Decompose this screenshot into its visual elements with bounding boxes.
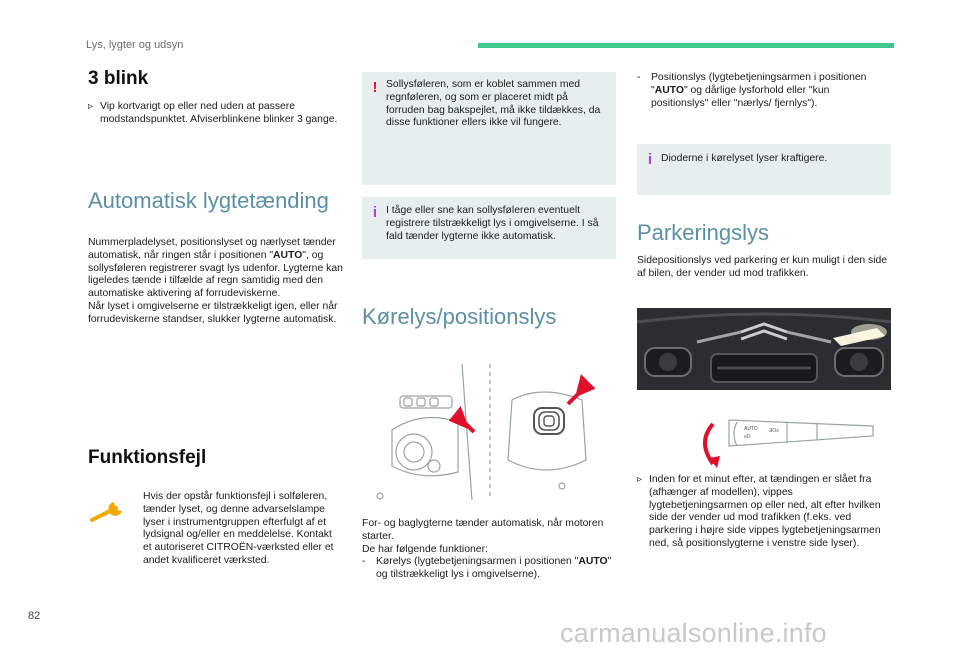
arrow-left-red <box>452 410 474 432</box>
position-item-2: - Positionslys (lygtebetjeningsarmen i positionen "AUTO" og dårlige lysforhold eller "kun positionslys" eller "nærlys/ fjernlys"). <box>637 72 867 109</box>
item2-keyword: AUTO <box>654 84 684 96</box>
arrow-right-red <box>568 378 592 404</box>
heading-automatic-lights: Automatisk lygtetænding <box>88 188 329 213</box>
auto-text-part2: ", og sollysføleren registrerer svagt lys udenfor. Lygterne kan ligeledes tænde i tilfælde af regn samtidig med den automatiske aktivering af forrudeviskerne. <box>88 249 343 300</box>
headlight-switch-illustration <box>362 360 616 506</box>
parking-bullet <box>637 474 889 551</box>
info-note-fog <box>362 197 616 259</box>
stalk-label-auto: AUTO <box>744 426 758 432</box>
watermark: carmanualsonline.info <box>560 618 827 648</box>
parking-bullet-text: Inden for et minut efter, at tændingen er slået fra (afhænger af modellen), vippes lygtebetjeningsarmen op eller ned, alt efter hvilken side der vender ud mod trafikken (f.eks. ved parkering i højre side vippes lygtebetjeningsarmen ned, så positionslygterne i venstre side lyser). <box>649 474 881 549</box>
stalk-label-a: ≡D <box>744 434 751 440</box>
position-text-2: De har følgende funktioner: <box>362 543 488 555</box>
bullet-triangle-icon-2: ▹ <box>637 474 643 485</box>
heading-position-lights: Kørelys/positionslys <box>362 304 557 329</box>
heading-parking-lights: Parkeringslys <box>637 220 770 245</box>
item1-keyword: AUTO <box>578 556 608 568</box>
heading-3-blink: 3 blink <box>88 68 149 89</box>
header-accent-bar <box>478 43 894 48</box>
auto-keyword: AUTO <box>273 249 303 261</box>
info-icon: i <box>372 204 378 221</box>
bullet-triangle-icon: ▹ <box>88 101 94 112</box>
position-item-1: - Kørelys (lygtebetjeningsarmen i positionen "AUTO" og tilstrækkeligt lys i omgivelserne). <box>362 556 612 581</box>
wrench-icon <box>88 498 128 524</box>
stalk-label-b: ƎO≡ <box>769 428 780 434</box>
item2-text-b: " og dårlige lysforhold eller "kun positionslys" eller "nærlys/ fjernlys"). <box>651 84 830 109</box>
car-front-photo <box>637 308 891 390</box>
item1-text-a: Kørelys (lygtebetjeningsarmen i positionen " <box>376 556 579 568</box>
blink-text: Vip kortvarigt op eller ned uden at passere modstandspunktet. Afviserblinkene blinker 3 gange. <box>100 101 338 125</box>
position-text-1: For- og baglygterne tænder automatisk, når motoren starter. <box>362 518 604 542</box>
chapter-title: Lys, lygter og udsyn <box>86 39 184 51</box>
light-stalk-illustration <box>637 398 891 470</box>
info-note-diodes <box>637 144 891 195</box>
info-note-fog-text: I tåge eller sne kan sollysføleren eventuelt registrere tilstrækkeligt lys i omgivelserne. I så fald tænder lygterne ikke automatisk. <box>386 205 599 242</box>
auto-text-part3: Når lyset i omgivelserne er tilstrækkeligt igen, eller når forrudeviskerne standser, slukker lygterne automatisk. <box>88 300 338 325</box>
auto-text-part1: Nummerpladelyset, positionslyset og nærlyset tænder automatisk, når ringen står i positionen " <box>88 237 336 261</box>
page-number: 82 <box>28 610 41 622</box>
item2-text-a: Positionslys (lygtebetjeningsarmen i positionen " <box>651 72 867 96</box>
blink-bullet <box>88 101 343 127</box>
item1-text-b: " og tilstrækkeligt lys i omgivelserne). <box>376 556 612 581</box>
info-icon-2: i <box>647 151 653 168</box>
fault-text: Hvis der opstår funktionsfejl i solføleren, tænder lyset, og denne advarselslampe lyser i instrumentgruppen efterfulgt af et lydsignal og/eller en meddelelse. Kontakt et autoriseret CITROËN-værksted eller et andet kvalificeret værksted. <box>143 491 334 566</box>
warning-exclamation-icon: ! <box>372 79 378 96</box>
info-note-diodes-text: Dioderne i kørelyset lyser kraftigere. <box>661 153 828 164</box>
parking-paragraph: Sidepositionslys ved parkering er kun muligt i den side af bilen, der vender ud mod trafikken. <box>637 255 888 279</box>
heading-fault: Funktionsfejl <box>88 447 207 468</box>
warning-note <box>362 72 616 185</box>
warning-note-text: Sollysføleren, som er koblet sammen med regnføleren, og som er placeret midt på forruden bag bakspejlet, må ikke tildækkes, da disse funktioner ellers ikke vil fungere. <box>386 79 601 129</box>
position-paragraph <box>362 518 616 582</box>
auto-paragraph <box>88 237 343 327</box>
